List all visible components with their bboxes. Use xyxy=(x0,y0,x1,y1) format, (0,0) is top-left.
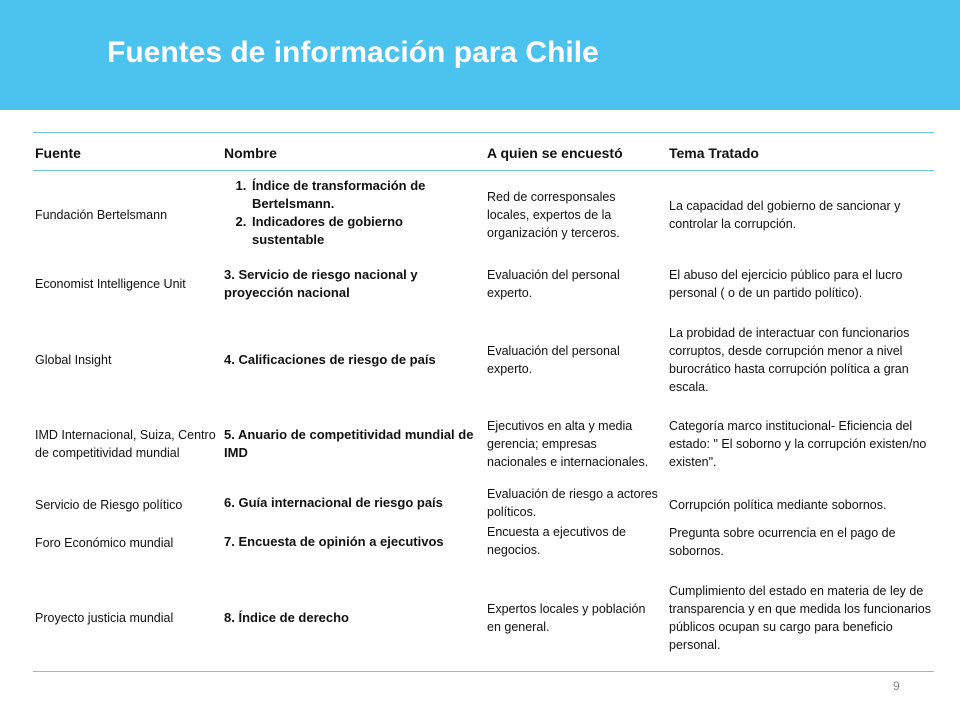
cell-quien: Expertos locales y población en general. xyxy=(487,602,646,634)
cell-fuente: Global Insight xyxy=(35,353,112,367)
header-quien: A quien se encuestó xyxy=(487,145,623,161)
nombre-item: 1. Índice de transformación de Bertelsmann. xyxy=(250,177,478,213)
cell-quien: Red de corresponsales locales, expertos de la organización y terceros. xyxy=(487,190,620,240)
cell-tema: El abuso del ejercicio público para el lucro personal ( o de un partido político). xyxy=(669,268,903,300)
cell-nombre: 4. Calificaciones de riesgo de país xyxy=(224,352,436,367)
page-number: 9 xyxy=(893,679,900,693)
cell-quien: Evaluación del personal experto. xyxy=(487,268,620,300)
cell-fuente: Proyecto justicia mundial xyxy=(35,611,174,625)
cell-fuente: Servicio de Riesgo político xyxy=(35,498,183,512)
cell-tema: Cumplimiento del estado en materia de ley de transparencia y en que medida los funcionarios públicos ocupan su cargo para beneficio personal. xyxy=(669,584,931,652)
cell-fuente: Fundación Bertelsmann xyxy=(35,208,168,222)
cell-tema: La capacidad del gobierno de sancionar y controlar la corrupción. xyxy=(669,199,901,231)
cell-quien: Ejecutivos en alta y media gerencia; empresas nacionales e internacionales. xyxy=(487,419,649,469)
cell-fuente: Economist Intelligence Unit xyxy=(35,277,186,291)
nombre-list xyxy=(224,177,478,249)
table-top-rule xyxy=(33,132,934,133)
page-title: Fuentes de información para Chile xyxy=(107,36,599,69)
header-tema: Tema Tratado xyxy=(669,145,759,161)
cell-quien: Evaluación del personal experto. xyxy=(487,344,620,376)
table-bottom-rule xyxy=(33,671,934,672)
cell-tema: Pregunta sobre ocurrencia en el pago de sobornos. xyxy=(669,526,896,558)
cell-nombre: 5. Anuario de competitividad mundial de IMD xyxy=(224,427,474,460)
cell-quien: Encuesta a ejecutivos de negocios. xyxy=(487,525,626,557)
cell-fuente: IMD Internacional, Suiza, Centro de competitividad mundial xyxy=(35,428,216,460)
cell-nombre: 7. Encuesta de opinión a ejecutivos xyxy=(224,534,444,549)
title-banner xyxy=(0,0,960,110)
cell-fuente: Foro Económico mundial xyxy=(35,536,174,550)
cell-nombre: 6. Guía internacional de riesgo país xyxy=(224,495,443,510)
cell-tema: Corrupción política mediante sobornos. xyxy=(669,498,887,512)
cell-tema: La probidad de interactuar con funcionarios corruptos, desde corrupción menor a nivel burocrático hasta corrupción política a gran escala. xyxy=(669,326,910,394)
header-fuente: Fuente xyxy=(35,145,81,161)
header-rule xyxy=(33,170,934,171)
header-nombre: Nombre xyxy=(224,145,277,161)
cell-nombre: 8. Índice de derecho xyxy=(224,610,349,625)
cell-tema: Categoría marco institucional- Eficiencia del estado: " El soborno y la corrupción existen/no existen". xyxy=(669,419,927,469)
cell-nombre: 3. Servicio de riesgo nacional y proyección nacional xyxy=(224,267,418,300)
cell-nombre xyxy=(224,172,478,254)
cell-quien: Evaluación de riesgo a actores políticos. xyxy=(487,487,658,519)
nombre-item: 2. Indicadores de gobierno sustentable xyxy=(250,213,478,249)
